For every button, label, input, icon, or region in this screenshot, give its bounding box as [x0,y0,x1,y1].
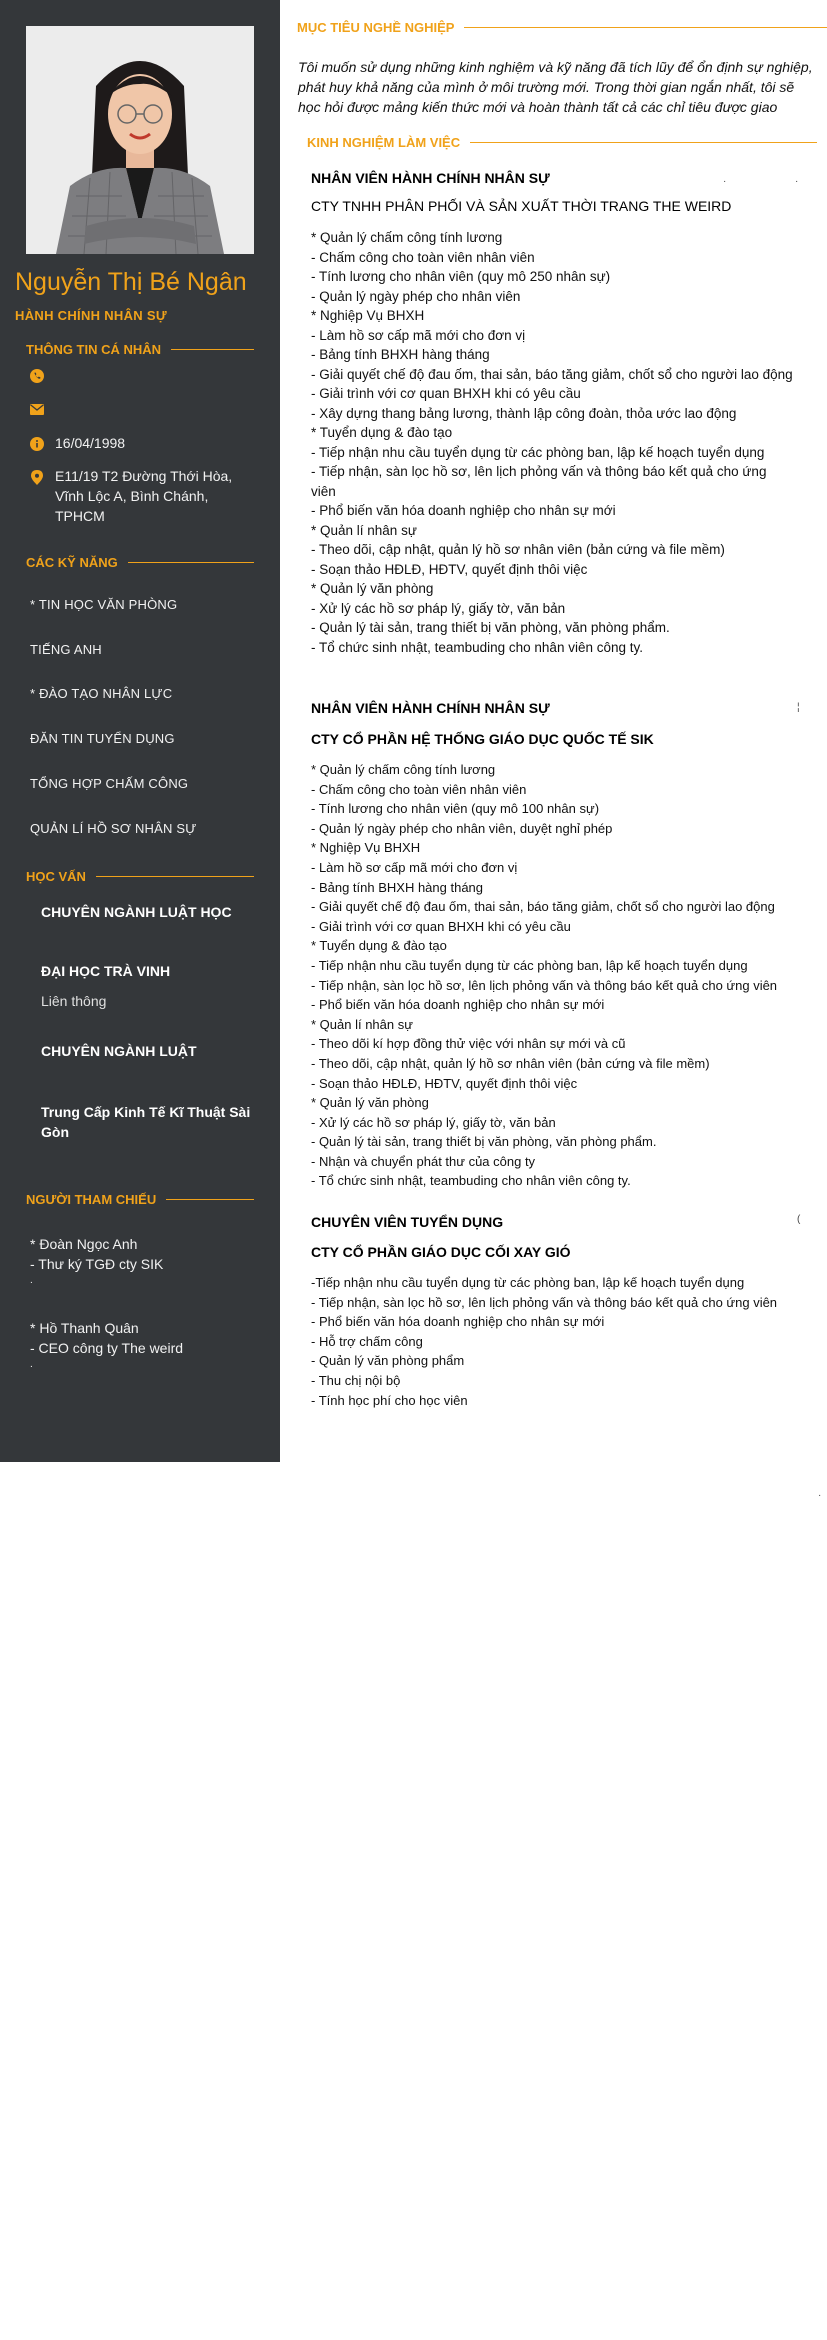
job-duties [311,228,793,657]
experience-heading-label: KINH NGHIỆM LÀM VIỆC [307,135,461,150]
education-subtitle: Liên thông [41,993,107,1009]
job-company: CTY CỔ PHẦN GIÁO DỤC CỐI XAY GIÓ [311,1244,571,1260]
skills-heading-label: CÁC KỸ NĂNG [26,555,118,570]
duty-line: - Chấm công cho toàn viên nhân viên [311,781,527,797]
duty-line: - Quản lý ngày phép cho nhân viên, duyệt nghỉ phép [311,820,613,836]
phone-icon [29,368,44,383]
birthday-text: 16/04/1998 [55,435,126,451]
job-company: CTY TNHH PHÂN PHỐI VÀ SẢN XUẤT THỜI TRANG THE WEIRD [311,198,732,214]
duty-line: - Xử lý các hồ sơ pháp lý, giấy tờ, văn bản [311,1114,556,1130]
duty-line: * Quản lý chấm công tính lương [311,762,496,777]
location-icon [29,470,44,485]
edge-mark: ¦ [797,702,800,713]
objective-heading-label: MỤC TIÊU NGHỀ NGHIỆP [297,20,455,35]
education-title: ĐẠI HỌC TRÀ VINH [41,963,171,979]
duty-line: * Quản lí nhân sự [311,522,417,538]
duty-line: - Bảng tính BHXH hàng tháng [311,347,490,362]
duty-line: * Quản lí nhân sự [311,1016,413,1032]
duty-line: - Xây dựng thang bảng lương, thành lập công đoàn, thỏa ước lao động [311,405,737,421]
heading-rule [128,562,254,563]
reference-entry [30,1318,183,1372]
edge-mark: · [795,176,799,187]
duty-line: - Tiếp nhận, sàn lọc hồ sơ, lên lịch phỏng vấn và thông báo kết quả cho ứng viên [311,1294,778,1310]
duty-line: - Giải quyết chế độ đau ốm, thai sản, báo tăng giảm, chốt sổ cho người lao động [311,899,775,915]
references-heading [26,1192,254,1207]
duty-line: * Nghiệp Vụ BHXH [311,840,421,856]
education-title: CHUYÊN NGÀNH LUẬT HỌC [41,904,232,920]
skill-item: TỔNG HỢP CHẤM CÔNG [30,776,189,791]
skill-item: QUẢN LÍ HỒ SƠ NHÂN SỰ [30,821,197,836]
duty-line: - Phổ biến văn hóa doanh nghiệp cho nhân sự mới [311,997,605,1013]
duty-line: - Theo dõi, cập nhật, quản lý hồ sơ nhân viên (bản cứng và file mềm) [311,1055,710,1071]
job-title: NHÂN VIÊN HÀNH CHÍNH NHÂN SỰ [311,170,550,186]
duty-line: - Quản lý tài sản, trang thiết bị văn phòng, văn phòng phẩm. [311,1134,657,1150]
duty-line: - Tính học phí cho học viên [311,1392,468,1408]
duty-line: - Theo dõi, cập nhật, quản lý hồ sơ nhân viên (bản cứng và file mềm) [311,542,725,557]
duty-line: - Làm hồ sơ cấp mã mới cho đơn vị [311,327,526,343]
candidate-name: Nguyễn Thị Bé Ngân [15,268,247,296]
address-text: E11/19 T2 Đường Thới Hòa, Vĩnh Lộc A, Bình Chánh, TPHCM [55,468,233,524]
birthday-icon [29,436,44,451]
skills-heading [26,555,254,570]
duty-line: - Giải trình với cơ quan BHXH khi có yêu cầu [311,918,571,934]
duty-line: - Phổ biến văn hóa doanh nghiệp cho nhân sự mới [311,1314,605,1330]
education-title: CHUYÊN NGÀNH LUẬT [41,1043,197,1059]
duty-line: - Quản lý ngày phép cho nhân viên [311,288,521,304]
objective-text: Tôi muốn sử dụng những kinh nghiệm và kỹ năng đã tích lũy để ổn định sự nghiệp, phát huy khả năng của mình ở môi trường mới. Trong thời gian ngắn nhất, tôi sẽ học hỏi được mảng kiến thức mới và hoàn thành tất cả các chỉ tiêu được giao [298,59,813,115]
duty-line: - Xử lý các hồ sơ pháp lý, giấy tờ, văn bản [311,600,566,616]
education-heading [26,869,254,884]
job-title: NHÂN VIÊN HÀNH CHÍNH NHÂN SỰ [311,700,550,716]
reference-line: - Thư ký TGĐ cty SIK [30,1256,164,1272]
duty-line: - Hỗ trợ chấm công [311,1333,423,1349]
duty-line: - Tiếp nhận, sàn lọc hồ sơ, lên lịch phỏng vấn và thông báo kết quả cho ứng viên [311,464,767,499]
reference-line: . [30,1275,33,1286]
email-icon [29,402,44,417]
duty-line: - Tổ chức sinh nhật, teambuding cho nhân viên công ty. [311,639,643,655]
duty-line: - Tính lương cho nhân viên (quy mô 100 nhân sự) [311,801,600,817]
edge-mark: · [818,1490,822,1501]
heading-rule [470,142,817,143]
duty-line: - Nhận và chuyển phát thư của công ty [311,1153,536,1169]
duty-line: - Tính lương cho nhân viên (quy mô 250 nhân sự) [311,269,611,284]
reference-line: * Đoàn Ngọc Anh [30,1236,138,1252]
duty-line: - Soạn thảo HĐLĐ, HĐTV, quyết định thôi việc [311,1075,578,1091]
duty-line: - Quản lý tài sản, trang thiết bị văn phòng, văn phòng phẩm. [311,620,670,635]
duty-line: - Thu chị nội bộ [311,1372,401,1388]
job-title: CHUYÊN VIÊN TUYỂN DỤNG [311,1214,504,1230]
sidebar [0,0,280,1462]
duty-line: * Quản lý chấm công tính lương [311,230,503,245]
duty-line: * Tuyển dụng & đào tạo [311,938,447,954]
profile-photo [26,26,254,254]
profile-photo-illustration [26,26,254,254]
references-heading-label: NGƯỜI THAM CHIẾU [26,1192,157,1207]
reference-line: * Hồ Thanh Quân [30,1320,139,1336]
heading-rule [464,27,827,28]
skill-item: ĐĂN TIN TUYỂN DỤNG [30,731,175,746]
edge-mark: ( [797,1214,801,1225]
objective-heading [297,20,827,35]
experience-heading [307,135,817,150]
heading-rule [171,349,254,350]
duty-line: - Soạn thảo HĐLĐ, HĐTV, quyết định thôi việc [311,561,588,577]
job-company: CTY CỔ PHẦN HỆ THỐNG GIÁO DỤC QUỐC TẾ SIK [311,731,654,747]
duty-line: - Tổ chức sinh nhật, teambuding cho nhân viên công ty. [311,1173,631,1189]
education-heading-label: HỌC VẤN [26,869,86,884]
personal-info-heading [26,342,254,357]
skill-item: * TIN HỌC VĂN PHÒNG [30,597,178,612]
duty-line: - Giải quyết chế độ đau ốm, thai sản, báo tăng giảm, chốt sổ cho người lao động [311,366,793,382]
duty-line: - Giải trình với cơ quan BHXH khi có yêu cầu [311,386,581,401]
edge-mark: · [723,176,727,187]
skill-item: TIẾNG ANH [30,642,102,657]
duty-line: * Quản lý văn phòng [311,1095,429,1111]
duty-line: - Tiếp nhận nhu cầu tuyển dụng từ các phòng ban, lập kế hoạch tuyển dụng [311,957,748,973]
job-duties [311,760,791,1191]
candidate-role: HÀNH CHÍNH NHÂN SỰ [15,308,167,323]
duty-line: * Tuyển dụng & đào tạo [311,425,453,440]
duty-line: - Chấm công cho toàn viên nhân viên [311,249,535,265]
duty-line: - Quản lý văn phòng phẩm [311,1353,465,1369]
duty-line: * Nghiệp Vụ BHXH [311,308,425,323]
duty-line: - Tiếp nhận, sàn lọc hồ sơ, lên lịch phỏng vấn và thông báo kết quả cho ứng viên [311,977,778,993]
reference-entry [30,1234,163,1288]
reference-line: - CEO công ty The weird [30,1340,184,1356]
education-title: Trung Cấp Kinh Tế Kĩ Thuật Sài Gòn [41,1104,251,1140]
duty-line: - Theo dõi kí hợp đồng thử việc với nhân sự mới và cũ [311,1036,626,1052]
job-duties [311,1273,791,1410]
duty-line: - Tiếp nhận nhu cầu tuyển dụng từ các phòng ban, lập kế hoạch tuyển dụng [311,444,765,460]
duty-line: - Làm hồ sơ cấp mã mới cho đơn vị [311,859,518,875]
duty-line: - Bảng tính BHXH hàng tháng [311,879,484,895]
duty-line: - Phổ biến văn hóa doanh nghiệp cho nhân sự mới [311,503,616,518]
personal-info-heading-label: THÔNG TIN CÁ NHÂN [26,342,162,357]
heading-rule [166,1199,254,1200]
heading-rule [96,876,254,877]
duty-line: -Tiếp nhận nhu cầu tuyển dụng từ các phòng ban, lập kế hoạch tuyển dụng [311,1275,745,1290]
skill-item: * ĐÀO TẠO NHÂN LỰC [30,686,173,701]
duty-line: * Quản lý văn phòng [311,581,434,596]
reference-line: . [30,1359,33,1370]
